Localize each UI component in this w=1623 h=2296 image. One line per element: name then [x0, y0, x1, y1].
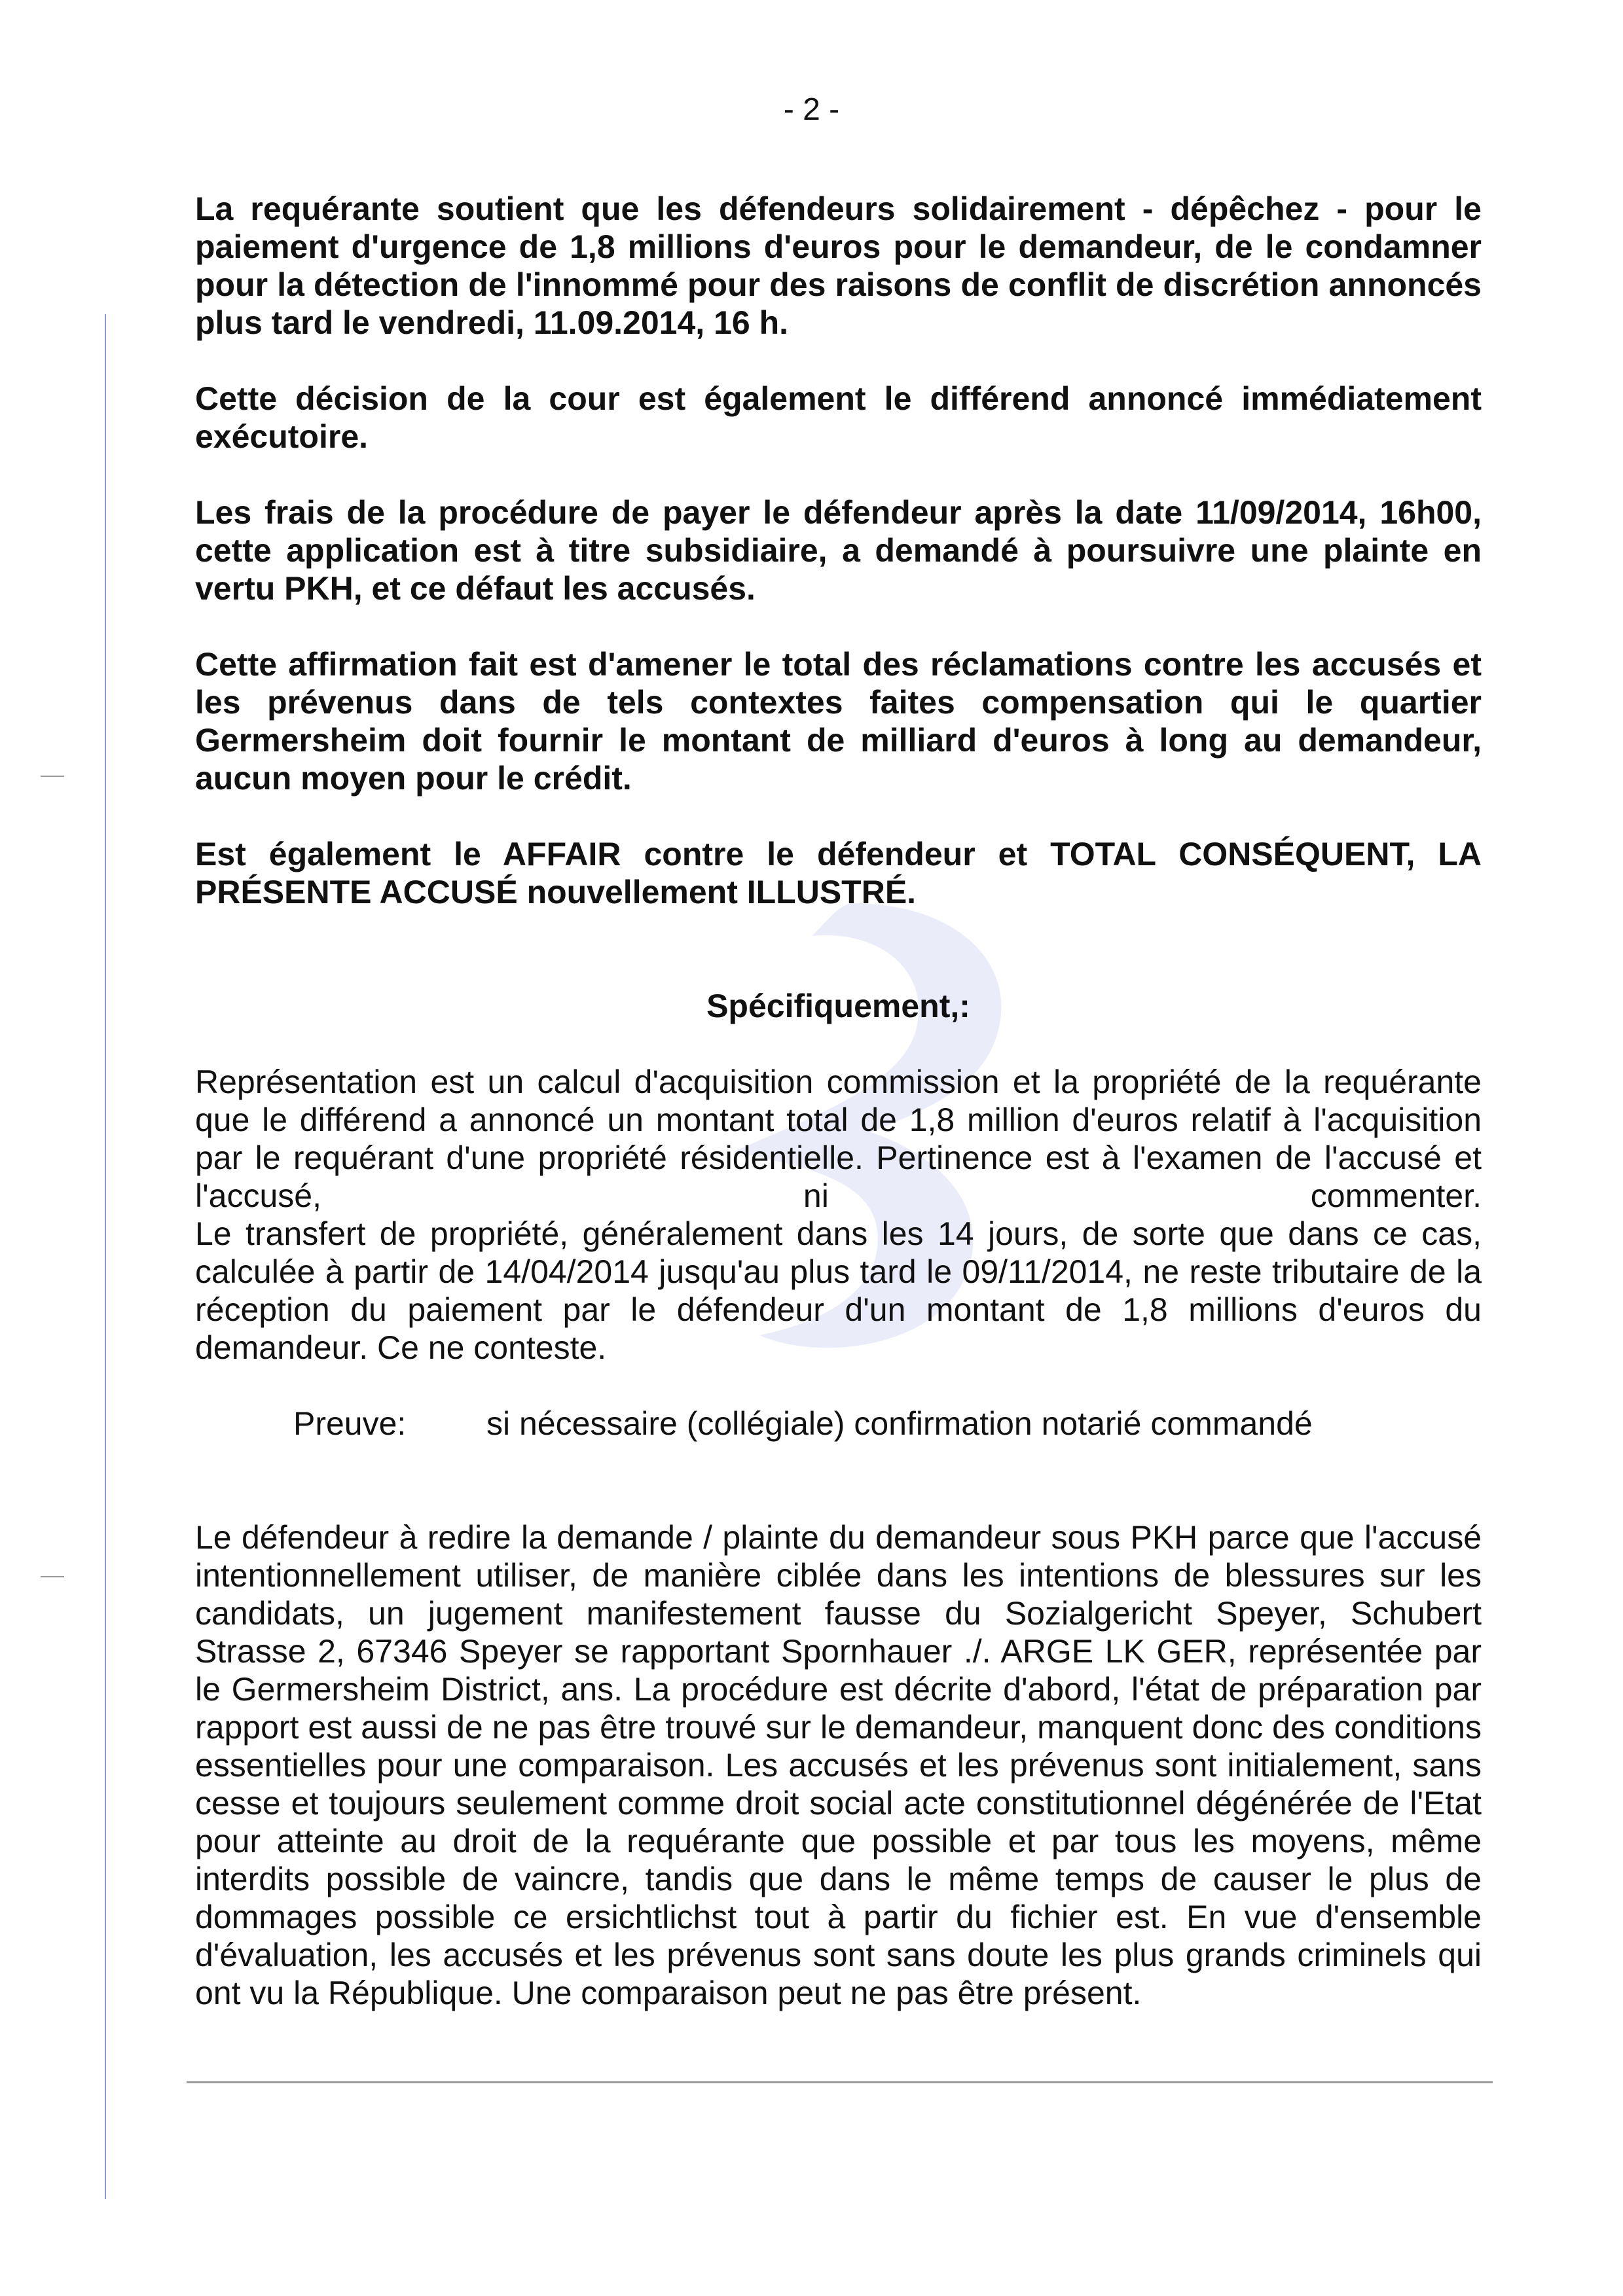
- footer-rule: [187, 2081, 1493, 2083]
- enforceability-paragraph: Cette décision de la cour est également le différend annoncé immédiatement exécutoire.: [195, 380, 1482, 455]
- representation-paragraph: Représentation est un calcul d'acquisition commission et la propriété de la requérante que le différend a annoncé un montant total de 1,8 million d'euros relatif à l'acquisition par le requérant d'une propriété résidentielle. Pertinence est à l'examen de l'accusé et l'accusé, ni commenter.: [195, 1064, 1482, 1214]
- page-number: - 2 -: [783, 92, 840, 127]
- section-heading: Spécifiquement,:: [706, 988, 970, 1024]
- fold-mark-top: [41, 776, 64, 777]
- evidence-label: Preuve:: [293, 1405, 407, 1442]
- affirmation-paragraph: Cette affirmation fait est d'amener le total des réclamations contre les accusés et les prévenus dans de tels contextes faites compensation qui le quartier Germersheim doit fournir le montant de milliard d'euros à long au demandeur, aucun moyen pour le crédit.: [195, 646, 1482, 797]
- evidence-line: [195, 1405, 1482, 1443]
- document-body: [195, 190, 1482, 2050]
- costs-paragraph: Les frais de la procédure de payer le défendeur après la date 11/09/2014, 16h00, cette application est à titre subsidiaire, a demandé à poursuivre une plainte en vertu PKH, et ce défaut les accusés.: [195, 494, 1482, 607]
- affair-paragraph: Est également le AFFAIR contre le défendeur et TOTAL CONSÉQUENT, LA PRÉSENTE ACCUSÉ nouvellement ILLUSTRÉ.: [195, 836, 1482, 910]
- final-paragraph: Le défendeur à redire la demande / plainte du demandeur sous PKH parce que l'accusé intentionnellement utiliser, de manière ciblée dans les intentions de blessures sur les candidats, un jugement manifestement fausse du Sozialgericht Speyer, Schubert Strasse 2, 67346 Speyer se rapportant Spornhauer ./. ARGE LK GER, représentée par le Germersheim District, ans. La procédure est décrite d'abord, l'état de préparation par rapport est aussi de ne pas être trouvé sur le demandeur, manquent donc des conditions essentielles pour une comparaison. Les accusés et les prévenus sont initialement, sans cesse et toujours seulement comme droit social acte constitutionnel dégénérée de l'Etat pour atteinte au droit de la requérante que possible et par tous les moyens, même interdits possible de vaincre, tandis que dans le même temps de causer le plus de dommages possible ce ersichtlichst tout à partir du fichier est. En vue d'ensemble d'évaluation, les accusés et les prévenus sont sans doute les plus grands criminels qui ont vu la République. Une comparaison peut ne pas être présent.: [195, 1519, 1482, 2011]
- evidence-text: si nécessaire (collégiale) confirmation notarié commandé: [486, 1405, 1313, 1442]
- left-margin-rule: [105, 314, 106, 2199]
- fold-mark-bottom: [41, 1576, 64, 1577]
- claim-paragraph: La requérante soutient que les défendeurs solidairement - dépêchez - pour le paiement d'urgence de 1,8 millions d'euros pour le demandeur, de le condamner pour la détection de l'innommé pour des raisons de conflit de discrétion annoncés plus tard le vendredi, 11.09.2014, 16 h.: [195, 190, 1482, 341]
- transfer-paragraph: Le transfert de propriété, généralement dans les 14 jours, de sorte que dans ce cas, calculée à partir de 14/04/2014 jusqu'au plus tard le 09/11/2014, ne reste tributaire de la réception du paiement par le défendeur d'un montant de 1,8 millions d'euros du demandeur. Ce ne conteste.: [195, 1215, 1482, 1366]
